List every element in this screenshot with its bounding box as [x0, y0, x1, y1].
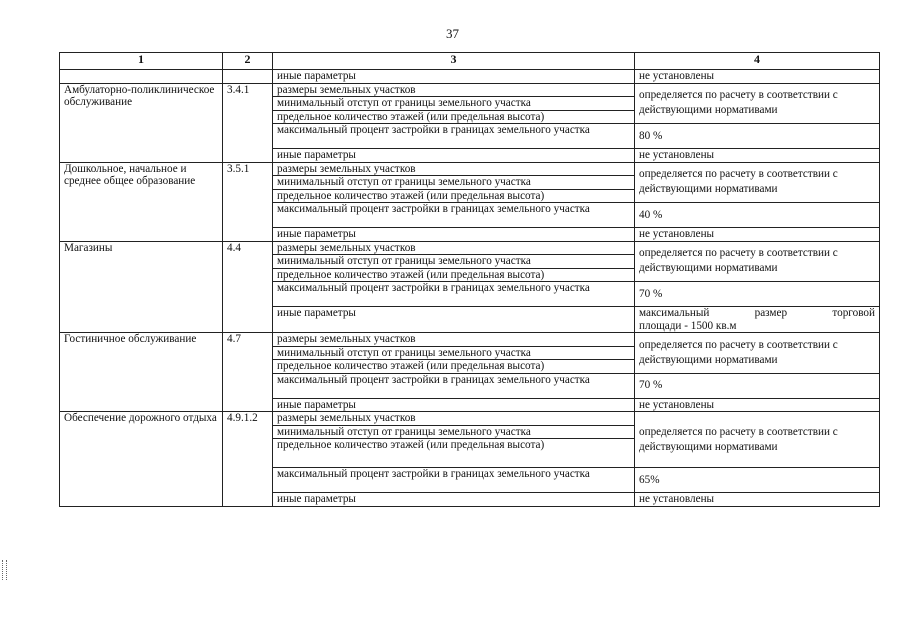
- value-cell: [635, 307, 880, 333]
- table-row: [60, 70, 880, 84]
- coverage-value-cell: 80 %: [635, 124, 880, 149]
- param-cell: размеры земельных участков: [273, 333, 635, 347]
- param-cell: размеры земельных участков: [273, 162, 635, 176]
- param-cell: предельное количество этажей (или предельная высота): [273, 439, 635, 468]
- param-cell: максимальный процент застройки в границах земельного участка: [273, 203, 635, 228]
- max-area-line-1: максимальный размер торговой: [639, 307, 875, 319]
- param-cell: минимальный отступ от границы земельного участка: [273, 176, 635, 190]
- use-type-name: Гостиничное обслуживание: [60, 333, 223, 412]
- column-header-3: 3: [273, 53, 635, 70]
- param-cell: иные параметры: [273, 398, 635, 412]
- use-type-name: Амбулаторно-поликлиническое обслуживание: [60, 83, 223, 162]
- empty-cell: [223, 70, 273, 84]
- table-row: [60, 241, 880, 255]
- table-row: [60, 412, 880, 426]
- column-header-4: 4: [635, 53, 880, 70]
- table-row: [60, 333, 880, 347]
- param-cell: минимальный отступ от границы земельного участка: [273, 255, 635, 269]
- param-cell: предельное количество этажей (или предельная высота): [273, 360, 635, 374]
- regulations-table: [59, 52, 880, 507]
- use-type-code: 3.4.1: [223, 83, 273, 162]
- calc-value-cell: определяется по расчету в соответствии с действующими нормативами: [635, 241, 880, 282]
- use-type-code: 4.7: [223, 333, 273, 412]
- param-cell: иные параметры: [273, 149, 635, 163]
- use-type-code: 4.9.1.2: [223, 412, 273, 507]
- param-cell: минимальный отступ от границы земельного участка: [273, 97, 635, 111]
- param-cell: минимальный отступ от границы земельного участка: [273, 425, 635, 439]
- coverage-value-cell: 70 %: [635, 373, 880, 398]
- param-cell: максимальный процент застройки в границах земельного участка: [273, 373, 635, 398]
- page-number: 37: [446, 26, 459, 41]
- param-cell: размеры земельных участков: [273, 83, 635, 97]
- value-cell: не установлены: [635, 493, 880, 507]
- table-row: [60, 162, 880, 176]
- use-type-code: 3.5.1: [223, 162, 273, 241]
- value-cell: не установлены: [635, 398, 880, 412]
- param-cell: иные параметры: [273, 70, 635, 84]
- coverage-value-cell: 70 %: [635, 282, 880, 307]
- use-type-name: Магазины: [60, 241, 223, 333]
- scan-margin-mark: [2, 560, 7, 580]
- empty-cell: [60, 70, 223, 84]
- column-header-1: 1: [60, 53, 223, 70]
- table-row: [60, 83, 880, 97]
- param-cell: максимальный процент застройки в границах земельного участка: [273, 468, 635, 493]
- param-cell: иные параметры: [273, 493, 635, 507]
- value-cell: не установлены: [635, 149, 880, 163]
- param-cell: максимальный процент застройки в границах земельного участка: [273, 282, 635, 307]
- column-header-2: 2: [223, 53, 273, 70]
- calc-value-cell: определяется по расчету в соответствии с действующими нормативами: [635, 333, 880, 374]
- param-cell: минимальный отступ от границы земельного участка: [273, 346, 635, 360]
- param-cell: предельное количество этажей (или предельная высота): [273, 110, 635, 124]
- coverage-value-cell: 65%: [635, 468, 880, 493]
- calc-value-cell: определяется по расчету в соответствии с действующими нормативами: [635, 83, 880, 124]
- coverage-value-cell: 40 %: [635, 203, 880, 228]
- use-type-name: Дошкольное, начальное и среднее общее образование: [60, 162, 223, 241]
- param-cell: размеры земельных участков: [273, 241, 635, 255]
- use-type-code: 4.4: [223, 241, 273, 333]
- param-cell: иные параметры: [273, 228, 635, 242]
- param-cell: размеры земельных участков: [273, 412, 635, 426]
- param-cell: иные параметры: [273, 307, 635, 333]
- calc-value-cell: определяется по расчету в соответствии с действующими нормативами: [635, 162, 880, 203]
- header-row: [60, 53, 880, 70]
- param-cell: предельное количество этажей (или предельная высота): [273, 268, 635, 282]
- calc-value-cell: определяется по расчету в соответствии с действующими нормативами: [635, 412, 880, 468]
- value-cell: не установлены: [635, 70, 880, 84]
- value-cell: не установлены: [635, 228, 880, 242]
- param-cell: предельное количество этажей (или предельная высота): [273, 189, 635, 203]
- use-type-name: Обеспечение дорожного отдыха: [60, 412, 223, 507]
- max-area-line-2: площади - 1500 кв.м: [639, 319, 737, 332]
- param-cell: максимальный процент застройки в границах земельного участка: [273, 124, 635, 149]
